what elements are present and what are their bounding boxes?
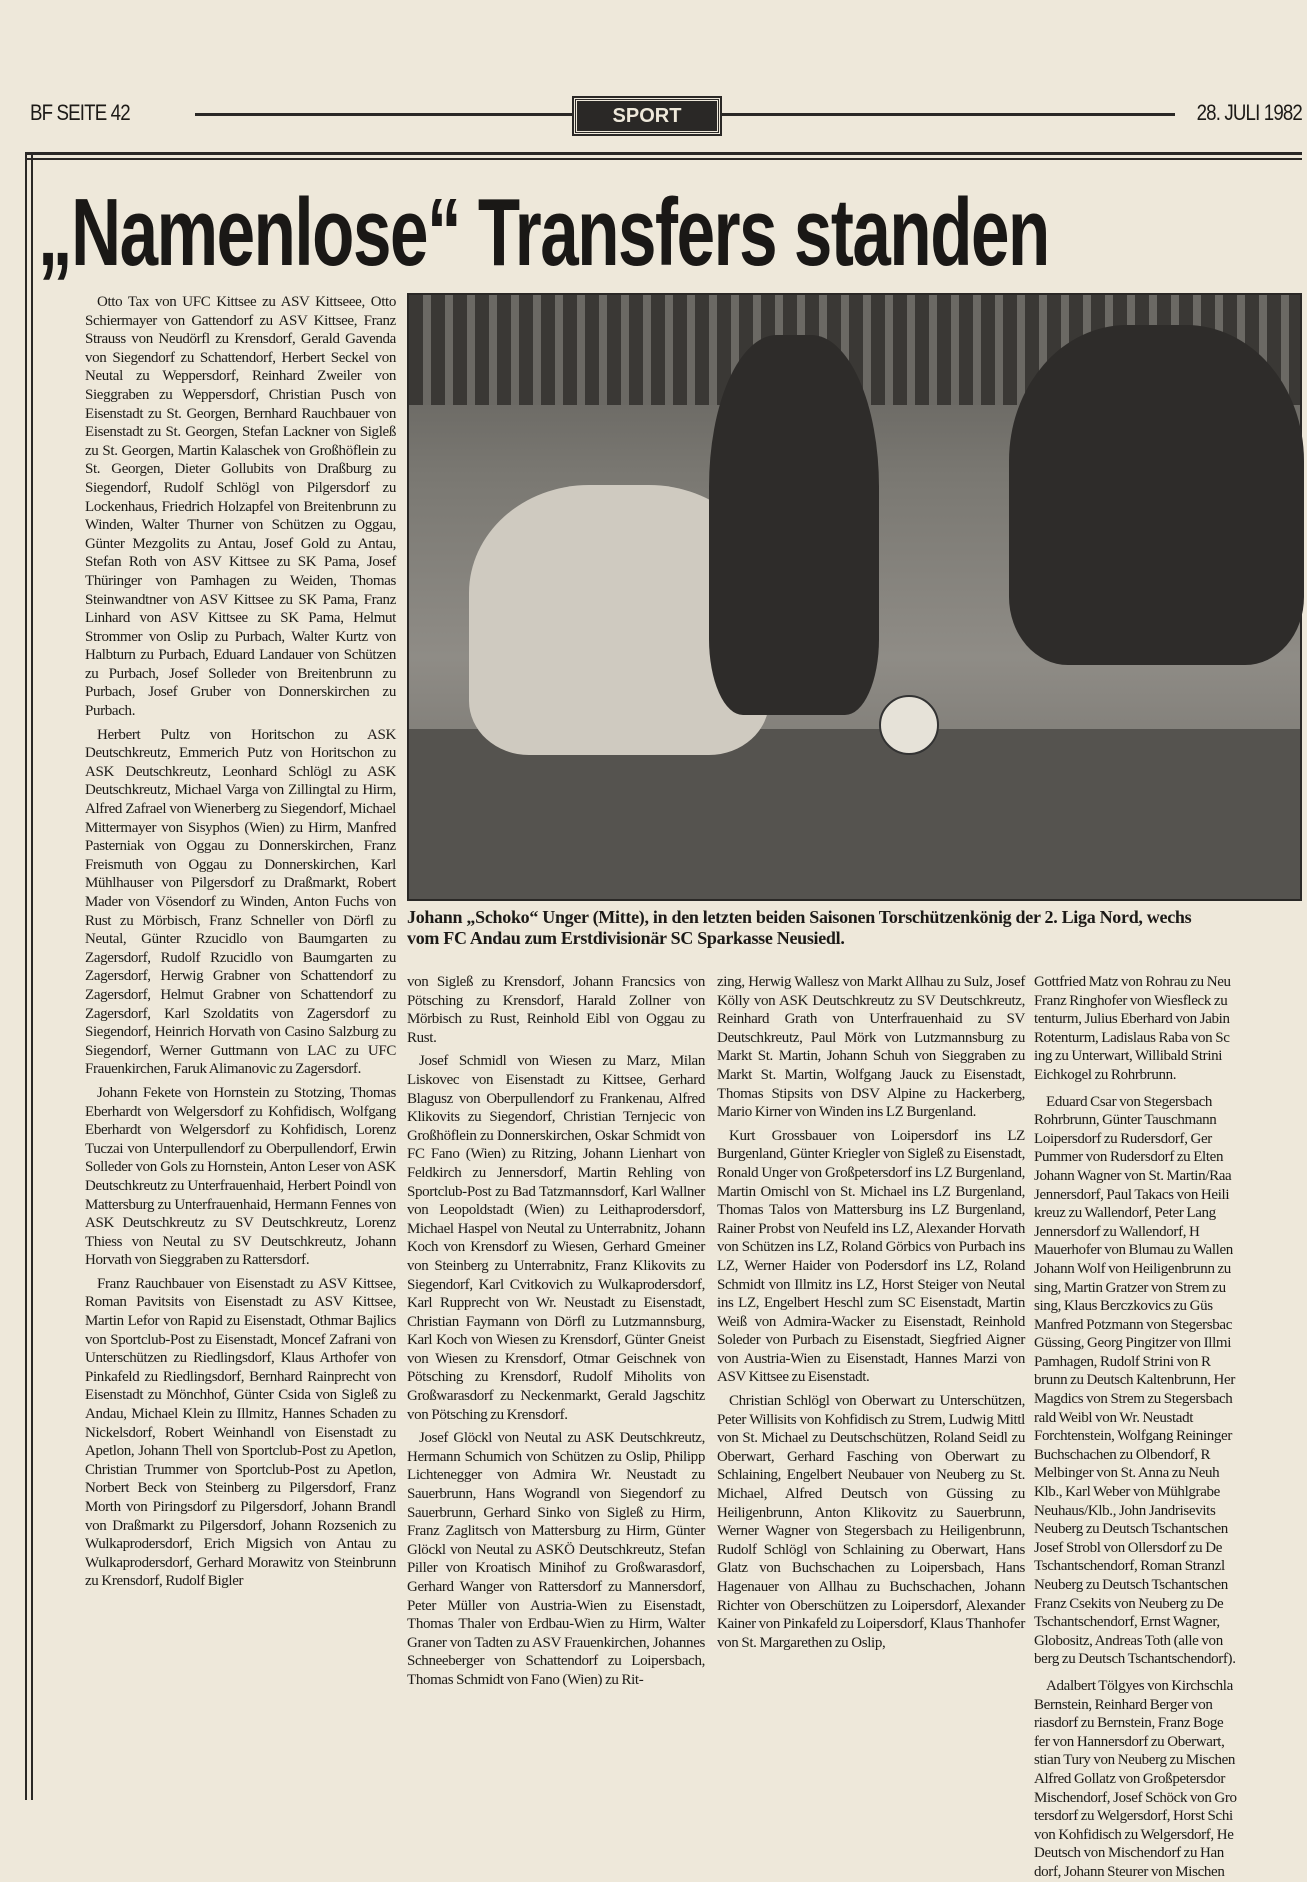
text-line: Bernstein, Reinhard Berger von bbox=[1034, 1696, 1213, 1713]
paragraph: Kurt Grossbauer von Loipersdorf ins LZ Burgenland, Günter Kriegler von Sigleß zu Eisenstadt, Ronald Unger von Großpetersdorf ins LZ Burgenland, Martin Omischl von St. Michael ins LZ Burgenland, Thomas Talos von Mattersburg ins LZ Burgenland, Rainer Probst von Neufeld ins LZ, Alexander Horvath von Schützen ins LZ, Roland Görbics von Purbach ins LZ, Werner Haider von Podersdorf ins LZ, Roland Schmidt von Illmitz ins LZ, Horst Steiger von Neutal ins LZ, Engelbert Heschl zum SC Eisenstadt, Martin Weiß von Admira-Wacker zu Eisenstadt, Reinhold Soleder von Purbach zu Eisenstadt, Siegfried Aigner von Austria-Wien zu Eisenstadt, Hannes Marzi von ASV Kittsee zu Eisenstadt. bbox=[717, 1127, 1025, 1386]
text-line: Johann Wolf von Heiligenbrunn zu bbox=[1034, 1260, 1231, 1277]
paragraph: Franz Rauchbauer von Eisenstadt zu ASV Kittsee, Roman Pavitsits von Eisenstadt zu ASV Kittsee, Martin Lefor von Rapid zu Eisenstadt, Othmar Bajlics von Sportclub-Post zu Eisenstadt, Moncef Zafrani von Unterschützen zu Riedlingsdorf, Klaus Arthofer von Pinkafeld zu Riedlingsdorf, Bernhard Rainprecht von Eisenstadt zu Mönchhof, Günter Csida von Sigleß zu Andau, Michael Klein zu Illmitz, Hannes Schaden zu Nickelsdorf, Robert Weinhandl von Eisenstadt zu Apetlon, Johann Thell von Sportclub-Post zu Apetlon, Christian Trummer von Sportclub-Post zu Apetlon, Norbert Beck von Steinberg zu Pilgersdorf, Franz Morth von Piringsdorf zu Pilgersdorf, Johann Brandl von Draßmarkt zu Pilgersdorf, Johann Rozsenich zu Wulkaprodersdorf, Erich Migsich von Antau zu Wulkaprodersdorf, Gerhard Morawitz von Steinbrunn zu Krensdorf, Rudolf Bigler bbox=[85, 1275, 396, 1590]
text-line: von Kohfidisch zu Welgersdorf, He bbox=[1034, 1826, 1234, 1843]
text-line: Adalbert Tölgyes von Kirchschla bbox=[1046, 1677, 1233, 1694]
page-number: BF SEITE 42 bbox=[30, 100, 130, 125]
text-line: Buchschachen zu Olbendorf, R bbox=[1034, 1446, 1211, 1463]
text-line: tenturm, Julius Eberhard von Jabin bbox=[1034, 1011, 1230, 1028]
article-frame-top bbox=[25, 152, 1302, 160]
caption-line-2: vom FC Andau zum Erstdivisionär SC Sparkasse Neusiedl. bbox=[407, 928, 845, 948]
text-line: Mauerhofer von Blumau zu Wallen bbox=[1034, 1242, 1233, 1259]
text-line: Tschantschendorf, Ernst Wagner, bbox=[1034, 1614, 1220, 1631]
text-line: fer von Hannersdorf zu Oberwart, bbox=[1034, 1733, 1225, 1750]
photo-football-players bbox=[407, 293, 1302, 901]
text-column-3 bbox=[717, 973, 1025, 1793]
photo-ball bbox=[879, 695, 939, 755]
text-line: Neuhaus/Klb., John Jandrisevits bbox=[1034, 1502, 1216, 1519]
paragraph bbox=[1034, 1677, 1302, 1882]
paragraph bbox=[1034, 973, 1302, 1085]
section-label: SPORT bbox=[574, 98, 720, 134]
text-line: Franz Csekits von Neuberg zu De bbox=[1034, 1595, 1224, 1612]
text-line: Melbinger von St. Anna zu Neuh bbox=[1034, 1465, 1220, 1482]
photo-player-center bbox=[709, 335, 879, 715]
paragraph: Josef Glöckl von Neutal zu ASK Deutschkreutz, Hermann Schumich von Schützen zu Oslip, Philipp Lichtenegger von Admira Wr. Neustadt zu Sauerbrunn, Hans Wograndl von Siegendorf zu Sauerbrunn, Gerhard Sinko von Sigleß zu Hirm, Franz Zaglitsch von Mattersburg zu Hirm, Günter Glöckl von Neutal zu ASKÖ Deutschkreutz, Stefan Piller von Kroatisch Minihof zu Großwarasdorf, Gerhard Wanger von Rattersdorf zu Mannersdorf, Peter Müller von Austria-Wien zu Eisenstadt, Thomas Thaler von Erdbau-Wien zu Hirm, Walter Graner von Tadten zu ASV Frauenkirchen, Johannes Schneeberger von Schattendorf zu Loipersbach, Thomas Schmidt von Fano (Wien) zu Rit- bbox=[407, 1430, 705, 1688]
text-line: Neuberg zu Deutsch Tschantschen bbox=[1034, 1521, 1228, 1538]
text-line: Mischendorf, Josef Schöck von Gro bbox=[1034, 1789, 1237, 1806]
text-line: Johann Wagner von St. Martin/Raa bbox=[1034, 1167, 1232, 1184]
text-line: Pamhagen, Rudolf Strini von R bbox=[1034, 1353, 1211, 1370]
paragraph: zing, Herwig Wallesz von Markt Allhau zu Sulz, Josef Kölly von ASK Deutschkreutz zu SV Deutschkreutz, Reinhard Grath von Unterfrauenhaid zu SV Deutschkreutz, Paul Mörk von Lutzmannsburg zu Markt St. Martin, Johann Schuh von Sieggraben zu Markt St. Martin, Wolfgang Jauck zu Eisenstadt, Thomas Stipsits von DSV Alpine zu Hackerberg, Mario Kirner von Winden ins LZ Burgenland. bbox=[717, 974, 1025, 1121]
header-rule-left bbox=[195, 113, 573, 116]
text-line: stian Tury von Neuberg zu Mischen bbox=[1034, 1752, 1236, 1769]
text-line: rald Weibl von Wr. Neustadt bbox=[1034, 1409, 1194, 1426]
text-line: tersdorf zu Welgersdorf, Horst Schi bbox=[1034, 1808, 1233, 1825]
text-line: Tschantschendorf, Roman Stranzl bbox=[1034, 1558, 1225, 1575]
text-line: Forchtenstein, Wolfgang Reininger bbox=[1034, 1428, 1233, 1445]
text-line: Deutsch von Mischendorf zu Han bbox=[1034, 1845, 1224, 1862]
text-line: Jennersdorf, Paul Takacs von Heili bbox=[1034, 1186, 1230, 1203]
text-line: Klb., Karl Weber von Mühlgrabe bbox=[1034, 1484, 1220, 1501]
text-line: berg zu Deutsch Tschantschendorf). bbox=[1034, 1651, 1236, 1668]
text-line: sing, Klaus Berczkovics zu Güs bbox=[1034, 1298, 1213, 1315]
paragraph bbox=[1034, 1093, 1302, 1669]
text-line: ing zu Unterwart, Willibald Strini bbox=[1034, 1048, 1223, 1065]
text-line: brunn zu Deutsch Kaltenbrunn, Her bbox=[1034, 1372, 1235, 1389]
text-line: Josef Strobl von Ollersdorf zu De bbox=[1034, 1539, 1222, 1556]
text-line: Loipersdorf zu Rudersdorf, Ger bbox=[1034, 1130, 1212, 1147]
photo-player-right bbox=[1009, 325, 1304, 665]
text-line: Eduard Csar von Stegersbach bbox=[1046, 1093, 1213, 1110]
text-line: Eichkogel zu Rohrbrunn. bbox=[1034, 1066, 1177, 1083]
article-headline: „Namenlose“ Transfers standen bbox=[38, 179, 1049, 286]
text-line: dorf, Johann Steurer von Mischen bbox=[1034, 1863, 1225, 1880]
paragraph: Otto Tax von UFC Kittsee zu ASV Kittseee, Otto Schiermayer von Gattendorf zu ASV Kittsee, Franz Strauss von Neudörfl zu Krensdorf, Gerald Gavenda von Siegendorf zu Schattendorf, Herbert Seckel von Neutal zu Weppersdorf, Reinhard Zweiler von Sieggraben zu Weppersdorf, Christian Pusch von Eisenstadt zu St. Georgen, Bernhard Rauchbauer von Eisenstadt zu St. Georgen, Stefan Lackner von Sigleß zu St. Georgen, Martin Kalaschek von Großhöflein zu St. Georgen, Dieter Gollubits von Draßburg zu Siegendorf, Rudolf Schlögl von Pilgersdorf zu Lockenhaus, Friedrich Holzapfel von Breitenbrunn zu Winden, Walter Thurner von Schützen zu Oggau, Günter Mezgolits zu Antau, Josef Gold zu Antau, Stefan Roth von ASV Kittsee zu SK Pama, Josef Thüringer von Pamhagen zu Weiden, Thomas Steinwandtner von ASV Kittsee zu SK Pama, Franz Linhard von ASV Kittsee zu SK Pama, Helmut Strommer von Oslip zu Purbach, Walter Kurtz von Halbturn zu Purbach, Eduard Landauer von Schützen zu Purbach, Josef Solleder von Breitenbrunn zu Purbach, Josef Gruber von Donnerskirchen zu Purbach. bbox=[85, 294, 396, 720]
paragraph: Johann Fekete von Hornstein zu Stotzing, Thomas Eberhardt von Welgersdorf zu Kohfidisch, Wolfgang Eberhardt von Welgersdorf zu Kohfidisch, Lorenz Tuczai von Unterpullendorf zu Oberpullendorf, Erwin Solleder von Gols zu Hornstein, Anton Leser von ASK Deutschkreutz zu Unterfrauenhaid, Herbert Poindl von Mattersburg zu Unterfrauenhaid, Hermann Fennes von ASK Deutschkreutz zu SV Deutschkreutz, Lorenz Thiess von Neutal zu SV Deutschkreutz, Johann Horvath von Sieggraben zu Rattersdorf. bbox=[85, 1084, 396, 1269]
header-rule-right bbox=[720, 113, 1175, 116]
text-line: riasdorf zu Bernstein, Franz Boge bbox=[1034, 1715, 1224, 1732]
text-line: Rohrbrunn, Günter Tauschmann bbox=[1034, 1112, 1217, 1129]
text-column-2 bbox=[407, 973, 705, 1793]
text-line: sing, Martin Gratzer von Strem zu bbox=[1034, 1279, 1226, 1296]
text-line: Globositz, Andreas Toth (alle von bbox=[1034, 1632, 1223, 1649]
paragraph: Christian Schlögl von Oberwart zu Unterschützen, Peter Willisits von Kohfidisch zu Strem, Ludwig Mittl von St. Michael zu Deutschschützen, Roland Seidl zu Oberwart, Gerhard Fasching von Oberwart zu Schlaining, Engelbert Neubauer von Neuberg zu St. Michael, Alfred Deutsch von Güssing zu Heiligenbrunn, Anton Klikovitz zu Sauerbrunn, Werner Wagner von Stegersbach zu Heiligenbrunn, Rudolf Schlögl von Schlaining zu Oberwart, Hans Glatz von Buchschachen zu Loipersbach, Hans Hagenauer von Allhau zu Buchschachen, Johann Richter von Oberschützen zu Loipersdorf, Alexander Kainer von Pinkafeld zu Loipersdorf, Klaus Thanhofer von St. Margarethen zu Oslip, bbox=[717, 1393, 1026, 1651]
text-line: Franz Ringhofer von Wiesfleck zu bbox=[1034, 992, 1228, 1009]
text-line: kreuz zu Wallendorf, Peter Lang bbox=[1034, 1205, 1216, 1222]
text-line: Neuberg zu Deutsch Tschantschen bbox=[1034, 1577, 1228, 1593]
text-line: Rotenturm, Ladislaus Raba von Sc bbox=[1034, 1029, 1230, 1046]
caption-line-1: Johann „Schoko“ Unger (Mitte), in den letzten beiden Saisonen Torschützenkönig der 2. Liga Nord, wechs bbox=[407, 907, 1192, 927]
text-line: Güssing, Georg Pingitzer von Illmi bbox=[1034, 1335, 1232, 1352]
photo-caption bbox=[407, 907, 1307, 949]
paragraph: von Sigleß zu Krensdorf, Johann Francsics von Pötsching zu Krensdorf, Harald Zollner von Mörbisch zu Rust, Reinhold Eibl von Oggau zu Rust. bbox=[407, 974, 705, 1046]
text-line: Magdics von Strem zu Stegersbach bbox=[1034, 1391, 1233, 1408]
text-line: Alfred Gollatz von Großpetersdor bbox=[1034, 1770, 1225, 1787]
text-line: Jennersdorf zu Wallendorf, H bbox=[1034, 1223, 1200, 1240]
issue-date: 28. JULI 1982 bbox=[1196, 100, 1302, 125]
paragraph: Herbert Pultz von Horitschon zu ASK Deutschkreutz, Emmerich Putz von Horitschon zu ASK Deutschkreutz, Leonhard Schlögl zu ASK Deutschkreutz, Michael Varga von Zillingtal zu Hirm, Alfred Zafrael von Wienerberg zu Siegendorf, Michael Mittermayer von Sisyphos (Wien) zu Hirm, Manfred Pasterniak von Oggau zu Donnerskirchen, Franz Freismuth von Oggau zu Donnerskirchen, Karl Mühlhauser von Pilgersdorf zu Draßmarkt, Robert Mader von Vösendorf zu Winden, Anton Fuchs von Rust zu Mörbisch, Franz Schneller von Dörfl zu Neutal, Günter Rzucidlo von Baumgarten zu Zagersdorf, Rudolf Rzucidlo von Baumgarten zu Zagersdorf, Herwig Grabner von Schattendorf zu Zagersdorf, Helmut Grabner von Schattendorf zu Zagersdorf, Karl Szoldatits von Zagersdorf zu Siegendorf, Heinrich Horvath von Casino Salzburg zu Siegendorf, Werner Guttmann von LAC zu UFC Frauenkirchen, Faruk Alimanovic zu Zagersdorf. bbox=[85, 726, 396, 1078]
text-column-4 bbox=[1034, 973, 1302, 1880]
paragraph: Josef Schmidl von Wiesen zu Marz, Milan Liskovec von Eisenstadt zu Kittsee, Gerhard Blagusz von Oberpullendorf zu Frankenau, Alfred Klikovits zu Siegendorf, Christian Ternjecic von Großhöflein zu Donnerskirchen, Oskar Schmidt von FC Fano (Wien) zu Ritzing, Johann Lienhart von Feldkirch zu Jennersdorf, Martin Rehling von Sportclub-Post zu Bad Tatzmannsdorf, Karl Wallner von Leopoldstadt (Wien) zu Leithaprodersdorf, Michael Haspel von Neutal zu Unterrabnitz, Johann Koch von Krensdorf zu Wiesen, Gerhard Gmeiner von Steinberg zu Unterrabnitz, Franz Klikovits zu Siegendorf, Karl Cvitkovich zu Wulkaprodersdorf, Karl Rupprecht von Wr. Neustadt zu Eisenstadt, Christian Faymann von Dörfl zu Lutzmannsburg, Karl Koch von Wiesen zu Krensdorf, Günter Gneist von Wiesen zu Krensdorf, Otmar Geischnek von Pötsching zu Krensdorf, Rudolf Miholits von Großwarasdorf zu Neckenmarkt, Gerald Jagschitz von Pötsching zu Krensdorf. bbox=[407, 1053, 705, 1423]
text-line: Gottfried Matz von Rohrau zu Neu bbox=[1034, 974, 1231, 990]
article-frame-left bbox=[25, 152, 33, 1800]
text-line: Pummer von Rudersdorf zu Elten bbox=[1034, 1149, 1224, 1166]
text-column-1 bbox=[85, 293, 396, 1793]
text-line: Manfred Potzmann von Stegersbac bbox=[1034, 1316, 1233, 1333]
